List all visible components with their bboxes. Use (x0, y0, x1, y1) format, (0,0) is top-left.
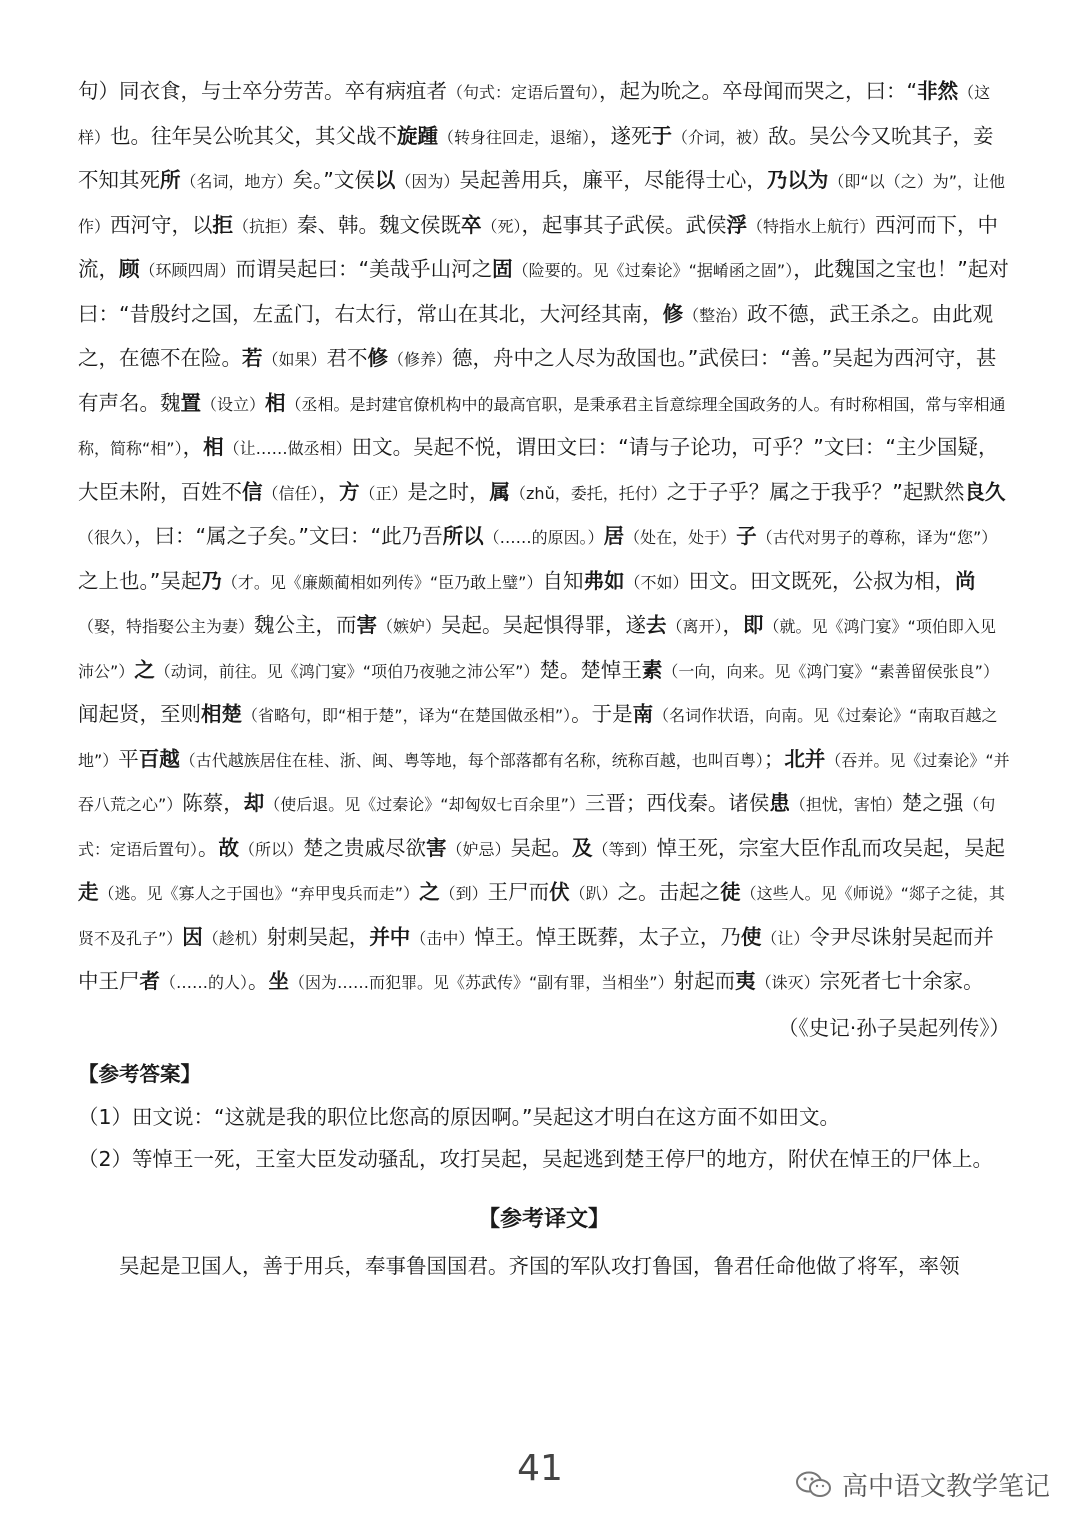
key-word: 故 (218, 835, 240, 860)
annotation: （特指水上航行） (747, 216, 876, 236)
key-word: 于 (651, 123, 673, 148)
key-word: 乃 (201, 568, 222, 593)
annotation: （使后退。见《过秦论》“却匈奴七百余里”） (264, 795, 585, 814)
key-word: 修 (367, 346, 389, 370)
annotation: （因为） (395, 172, 460, 191)
key-word: 素 (641, 657, 663, 682)
key-word: 非然 (917, 79, 959, 103)
key-word: 即 (743, 613, 764, 637)
key-word: 固 (492, 257, 513, 281)
text-segment: ，此魏国之宝也！”起对曰：“昔殷纣之国，左孟门，右太行，常山在其北，大河经其南， (78, 257, 1009, 326)
annotation: （信任） (262, 483, 319, 503)
key-word: 坐 (268, 969, 290, 993)
key-word: 却 (243, 791, 265, 815)
key-word: 居 (603, 524, 625, 548)
annotation: （句式：定语后置句） (78, 795, 996, 859)
text-segment: 王尸而 (487, 880, 550, 904)
watermark-text: 高中语文教学笔记 (841, 1472, 1050, 1502)
text-segment: ， (722, 613, 744, 637)
answer-heading: 【参考答案】 (78, 1062, 201, 1086)
annotation: （介词，被） (672, 127, 769, 147)
key-word: 相 (265, 390, 286, 415)
text-segment: 句）同衣食，与士卒分劳苦。卒有病疽者 (78, 79, 447, 103)
annotation: （很久） (78, 528, 135, 547)
key-word: 徒 (720, 880, 741, 904)
text-segment: 田文。田文既死，公叔为相， (688, 568, 955, 593)
text-segment: 三晋；西伐秦。诸侯 (584, 791, 770, 815)
translation-text: 吴起是卫国人，善于用兵，奉事鲁国国君。齐国的军队攻打鲁国，鲁君任命他做了将军，率领 (119, 1253, 960, 1278)
page-number: 41 (517, 1448, 563, 1489)
annotation: （这样） (78, 83, 991, 147)
annotation: （妒忌） (446, 839, 511, 859)
key-word: 去 (646, 613, 667, 637)
annotation: （让） (761, 928, 810, 948)
text-segment: 也。往年吴公吮其父，其父战不 (110, 123, 398, 148)
key-word: 害 (356, 613, 378, 637)
key-word: 以 (374, 168, 396, 192)
text-segment: 。 (248, 969, 269, 993)
text-segment: ，遂死 (590, 123, 652, 148)
key-word: 者 (139, 969, 160, 993)
key-word: 患 (769, 791, 790, 815)
text-segment: 平 (118, 746, 139, 771)
text-segment: 。 (198, 835, 219, 860)
text-segment: 田文。吴起不悦，谓田文曰：“请与子论功，可乎？”文曰：“主少国疑，大臣未附，百姓不 (78, 435, 999, 504)
key-word: 信 (242, 479, 263, 504)
annotation: （抗拒） (233, 216, 298, 236)
text-segment: 西河而下，中流， (78, 212, 999, 281)
annotation: （逃。见《寡人之于国也》“弃甲曳兵而走”） (98, 884, 420, 903)
text-segment: 敌。吴公今又吮其子，妾不知其死 (78, 123, 994, 192)
text-segment: 。于是 (571, 702, 633, 726)
key-word: 浮 (726, 212, 748, 237)
text-segment: 德，舟中之人尽为敌国也。”武侯曰：“善。”吴起为西河守，甚有声名。魏 (78, 346, 997, 415)
annotation: （……的人） (160, 973, 249, 992)
text-segment: 楚。楚悼王 (539, 657, 642, 682)
key-word: 方 (339, 479, 360, 504)
key-word: 尚 (954, 568, 976, 593)
annotation: （……的原因。） (483, 528, 604, 547)
annotation: （娶，特指娶公主为妻） (78, 617, 255, 636)
text-segment: 射起而 (673, 969, 736, 993)
source-citation: （《史记·孙子吴起列传》） (777, 1015, 1010, 1040)
text-segment: 楚之贵戚尽欲 (303, 835, 427, 860)
annotation: （就。见《鸿门宴》“项伯即入见沛公”） (78, 617, 996, 681)
annotation: （省略句，即“相于楚”，译为“在楚国做丞相”） (242, 706, 572, 725)
annotation: （名词，地方） (180, 172, 293, 191)
text-segment: 吴起。吴起惧得罪，遂 (441, 613, 647, 637)
annotation: （正） (359, 483, 408, 503)
annotation: （句式：定语后置句） (447, 83, 600, 102)
text-segment: 闻起贤，至则 (78, 702, 201, 726)
annotation: （整治） (683, 305, 748, 325)
annotation: （一向，向来。见《鸿门宴》“素善留侯张良”） (662, 661, 999, 681)
annotation: （这些人。见《师说》“郯子之徒，其贤不及孔子”） (78, 884, 1005, 948)
text-segment: 之于子乎？属之于我乎？”起默然 (666, 479, 965, 504)
key-word: 伏 (549, 880, 570, 904)
answer-1: （1）田文说：“这就是我的职位比您高的原因啊。”吴起这才明白在这方面不如田文。 (78, 1104, 841, 1129)
key-word: 良久 (964, 479, 1006, 504)
annotation: （名词作状语，向南。见《过秦论》“南取百越之地”） (78, 706, 998, 770)
annotation: （设立） (201, 394, 266, 414)
annotation: （处在，处于） (624, 528, 737, 547)
text-segment: 而谓吴起曰：“美哉乎山河之 (235, 257, 493, 281)
annotation: （不如） (624, 572, 689, 592)
text-segment: 政不德，武王杀之。由此观之，在德不在险。 (78, 301, 994, 370)
watermark (794, 1466, 1050, 1503)
text-segment: 悼王。悼王既葬，太子立，乃 (474, 924, 741, 949)
key-word: 夷 (735, 969, 756, 993)
text-segment: 西河守，以 (110, 212, 213, 237)
text-segment: 宗死者七十余家。 (819, 969, 984, 993)
text-segment: ， (182, 435, 204, 459)
key-word: 属 (489, 479, 511, 504)
text-segment: 魏公主，而 (254, 613, 357, 637)
text-segment: 陈蔡， (182, 791, 244, 815)
key-word: 所以 (442, 524, 484, 548)
key-word: 修 (662, 301, 684, 326)
annotation: （转身往回走，退缩） (438, 127, 591, 147)
key-word: 北并 (784, 746, 826, 771)
key-word: 乃以为 (766, 168, 829, 192)
annotation: （因为……而犯罪。见《苏武传》“副有罪，当相坐”） (289, 973, 674, 992)
annotation: （到） (439, 884, 488, 903)
key-word: 所 (160, 168, 181, 192)
key-word: 及 (572, 835, 593, 860)
annotation: （所以） (239, 839, 304, 859)
translation-heading: 【参考译文】 (477, 1206, 610, 1232)
annotation: （如果） (262, 350, 327, 369)
annotation: （让……做丞相） (223, 439, 352, 458)
key-word: 害 (426, 835, 447, 860)
key-word: 因 (182, 924, 203, 949)
annotation: （趁机） (202, 928, 267, 948)
annotation: （古代越族居住在桂、浙、闽、粤等地，每个部落都有名称，统称百越，也叫百粤） (179, 750, 764, 770)
annotation: （修养） (388, 350, 453, 369)
text-segment: 自知 (542, 568, 584, 593)
text-segment: 吴起。 (510, 835, 573, 860)
key-word: 使 (740, 924, 762, 949)
key-word: 置 (180, 390, 201, 415)
wechat-icon (794, 1470, 834, 1500)
annotation: （才。见《廉颇蔺相如列传》“臣乃敢上璧”） (221, 572, 543, 592)
classical-passage (78, 70, 1010, 1005)
text-segment: 悼王死，宗室大臣作乱而攻吴起，吴起 (656, 835, 1006, 860)
annotation: （丞相。是封建官僚机构中的最高官职，是秉承君主旨意综理全国政务的人。有时称相国，常与宰相通称，简称“相”） (78, 394, 1006, 458)
annotation: （担忧，害怕） (789, 795, 902, 814)
text-segment: ，起事其子武侯。武侯 (521, 212, 727, 237)
annotation: （诛灭） (755, 973, 820, 992)
annotation: （即“以（之）为”，让他作） (78, 172, 1005, 236)
text-segment: 射刺吴起， (266, 924, 370, 949)
annotation: （死） (481, 216, 522, 236)
key-word: 南 (632, 702, 654, 726)
text-segment: 君不 (326, 346, 368, 370)
text-segment: 矣。”文侯 (292, 168, 375, 192)
annotation: （等到） (592, 839, 657, 859)
key-word: 顾 (119, 257, 140, 281)
annotation: （击中） (410, 928, 475, 948)
annotation: （险要的。见《过秦论》“据崤函之固”） (512, 261, 794, 280)
key-word: 卒 (461, 212, 482, 237)
answer-2: （2）等悼王一死，王室大臣发动骚乱，攻打吴起，吴起逃到楚王停尸的地方，附伏在悼王的尸体上。 (78, 1147, 994, 1171)
key-word: 相楚 (201, 702, 242, 726)
text-segment: 令尹尽诛射吴起而并中王尸 (78, 924, 994, 993)
text-segment: 是之时， (407, 479, 490, 504)
annotation: （吞并。见《过秦论》“并吞八荒之心”） (78, 750, 1010, 814)
text-segment: 之。击起之 (617, 880, 721, 904)
text-segment: 吴起善用兵，廉平，尽能得士心， (459, 168, 767, 192)
text-segment: ，起为吮之。卒母闻而哭之，曰：“ (599, 79, 918, 103)
key-word: 相 (203, 435, 224, 459)
annotation: （古代对男子的尊称，译为“您”） (756, 528, 998, 547)
key-word: 并中 (369, 924, 411, 949)
annotation: （嫉妒） (377, 617, 442, 636)
text-segment: 秦、韩。魏文侯既 (297, 212, 462, 237)
key-word: 若 (242, 346, 263, 370)
key-word: 拒 (212, 212, 234, 237)
page-content (78, 70, 1010, 1287)
key-word: 走 (78, 880, 99, 904)
annotation: （离开） (666, 617, 723, 636)
text-segment: 楚之强 (901, 791, 964, 815)
key-word: 弗如 (583, 568, 625, 593)
annotation: （zhǔ，委托，托付） (510, 483, 667, 503)
annotation: （环顾四周） (139, 261, 236, 280)
text-segment: ； (763, 746, 785, 771)
annotation: （动词，前往。见《鸿门宴》“项伯乃夜驰之沛公军”） (154, 661, 540, 681)
text-segment: ， (318, 479, 340, 504)
key-word: 之 (419, 880, 440, 904)
key-word: 百越 (138, 746, 180, 771)
key-word: 子 (736, 524, 757, 548)
annotation: （趴） (569, 884, 618, 903)
key-word: 之 (134, 657, 155, 682)
key-word: 旋踵 (397, 123, 439, 148)
text-segment: ，曰：“属之子矣。”文曰：“此乃吾 (134, 524, 443, 548)
text-segment: 之上也。”吴起 (78, 568, 202, 593)
